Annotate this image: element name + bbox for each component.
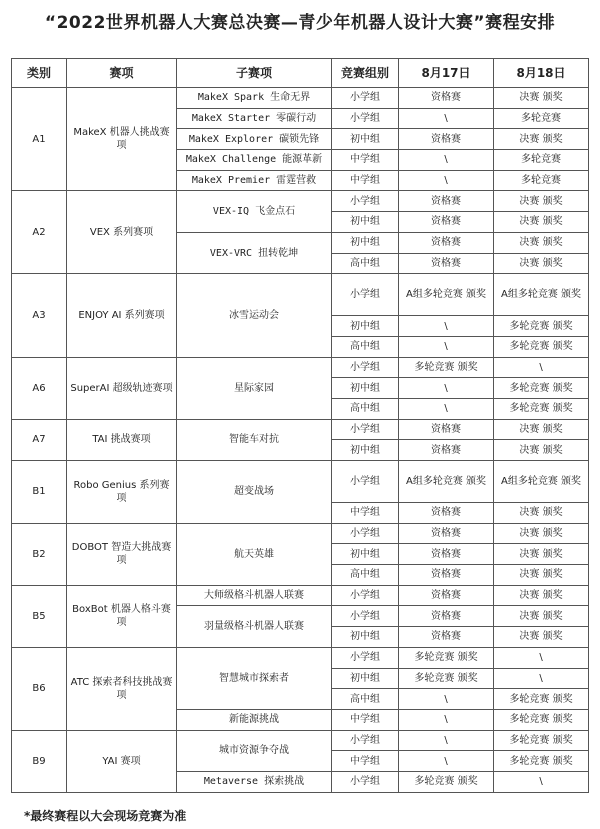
- day2-cell: A组多轮竞赛 颁奖: [494, 461, 589, 503]
- group-cell: 高中组: [332, 253, 399, 274]
- table-row: [12, 461, 589, 503]
- day2-cell: 决赛 颁奖: [494, 523, 589, 544]
- event-cell: ATC 探索者科技挑战赛项: [67, 647, 177, 730]
- group-cell: 小学组: [332, 606, 399, 627]
- day1-cell: 资格赛: [399, 523, 494, 544]
- group-cell: 小学组: [332, 274, 399, 316]
- day2-cell: 决赛 颁奖: [494, 606, 589, 627]
- header-day1: 8月17日: [399, 59, 494, 88]
- category-cell: A6: [12, 357, 67, 419]
- day1-cell: 资格赛: [399, 565, 494, 586]
- day2-cell: 多轮竞赛 颁奖: [494, 730, 589, 751]
- table-row: [12, 730, 589, 751]
- group-cell: 小学组: [332, 419, 399, 440]
- day2-cell: 多轮竞赛 颁奖: [494, 398, 589, 419]
- sub-event-cell: 航天英雄: [177, 523, 332, 585]
- day2-cell: 决赛 颁奖: [494, 191, 589, 212]
- group-cell: 中学组: [332, 709, 399, 730]
- schedule-table: [11, 58, 589, 793]
- group-cell: 初中组: [332, 129, 399, 150]
- day2-cell: 决赛 颁奖: [494, 585, 589, 606]
- group-cell: 中学组: [332, 170, 399, 191]
- day1-cell: 资格赛: [399, 419, 494, 440]
- day1-cell: \: [399, 398, 494, 419]
- day1-cell: 资格赛: [399, 232, 494, 253]
- day2-cell: 多轮竞赛: [494, 170, 589, 191]
- group-cell: 初中组: [332, 668, 399, 689]
- sub-event-cell: MakeX Explorer 碳锁先锋: [177, 129, 332, 150]
- day1-cell: 资格赛: [399, 88, 494, 109]
- day2-cell: \: [494, 357, 589, 378]
- day1-cell: \: [399, 378, 494, 399]
- sub-event-cell: VEX-IQ 飞金点石: [177, 191, 332, 232]
- day2-cell: 多轮竞赛 颁奖: [494, 378, 589, 399]
- group-cell: 初中组: [332, 627, 399, 648]
- day1-cell: A组多轮竞赛 颁奖: [399, 274, 494, 316]
- day1-cell: \: [399, 108, 494, 129]
- day2-cell: 多轮竞赛 颁奖: [494, 751, 589, 772]
- sub-event-cell: 星际家园: [177, 357, 332, 419]
- event-cell: DOBOT 智造大挑战赛项: [67, 523, 177, 585]
- page-title: “2022世界机器人大赛总决赛—青少年机器人设计大赛”赛程安排: [44, 13, 556, 33]
- day2-cell: 决赛 颁奖: [494, 565, 589, 586]
- header-event: 赛项: [67, 59, 177, 88]
- day1-cell: 资格赛: [399, 585, 494, 606]
- day1-cell: \: [399, 336, 494, 357]
- day1-cell: A组多轮竞赛 颁奖: [399, 461, 494, 503]
- event-cell: Robo Genius 系列赛项: [67, 461, 177, 524]
- day1-cell: \: [399, 709, 494, 730]
- day1-cell: 多轮竞赛 颁奖: [399, 668, 494, 689]
- day1-cell: 资格赛: [399, 606, 494, 627]
- group-cell: 初中组: [332, 232, 399, 253]
- day2-cell: 多轮竞赛 颁奖: [494, 689, 589, 710]
- category-cell: B5: [12, 585, 67, 647]
- day1-cell: 资格赛: [399, 627, 494, 648]
- sub-event-cell: 城市资源争夺战: [177, 730, 332, 771]
- day1-cell: 资格赛: [399, 440, 494, 461]
- group-cell: 中学组: [332, 150, 399, 171]
- day2-cell: 决赛 颁奖: [494, 212, 589, 233]
- day1-cell: 资格赛: [399, 191, 494, 212]
- group-cell: 小学组: [332, 191, 399, 212]
- table-row: [12, 357, 589, 378]
- event-cell: BoxBot 机器人格斗赛项: [67, 585, 177, 647]
- day1-cell: \: [399, 689, 494, 710]
- category-cell: A3: [12, 274, 67, 357]
- day1-cell: \: [399, 170, 494, 191]
- sub-event-cell: 大师级格斗机器人联赛: [177, 585, 332, 606]
- event-cell: SuperAI 超级轨迹赛项: [67, 357, 177, 419]
- category-cell: A7: [12, 419, 67, 460]
- table-row: [12, 419, 589, 440]
- day1-cell: 资格赛: [399, 253, 494, 274]
- event-cell: VEX 系列赛项: [67, 191, 177, 274]
- category-cell: A2: [12, 191, 67, 274]
- group-cell: 中学组: [332, 503, 399, 524]
- group-cell: 初中组: [332, 544, 399, 565]
- sub-event-cell: 羽量级格斗机器人联赛: [177, 606, 332, 647]
- header-day2: 8月18日: [494, 59, 589, 88]
- day1-cell: 多轮竞赛 颁奖: [399, 357, 494, 378]
- group-cell: 高中组: [332, 689, 399, 710]
- group-cell: 初中组: [332, 440, 399, 461]
- group-cell: 小学组: [332, 647, 399, 668]
- day2-cell: 决赛 颁奖: [494, 627, 589, 648]
- header-group: 竞赛组别: [332, 59, 399, 88]
- table-row: [12, 88, 589, 109]
- sub-event-cell: 新能源挑战: [177, 709, 332, 730]
- sub-event-cell: 智能车对抗: [177, 419, 332, 460]
- group-cell: 小学组: [332, 108, 399, 129]
- day2-cell: 多轮竞赛 颁奖: [494, 316, 589, 337]
- day2-cell: 决赛 颁奖: [494, 440, 589, 461]
- group-cell: 初中组: [332, 212, 399, 233]
- group-cell: 小学组: [332, 523, 399, 544]
- day1-cell: \: [399, 150, 494, 171]
- day1-cell: 多轮竞赛 颁奖: [399, 771, 494, 792]
- day1-cell: 资格赛: [399, 544, 494, 565]
- day2-cell: 决赛 颁奖: [494, 129, 589, 150]
- group-cell: 高中组: [332, 398, 399, 419]
- table-row: [12, 274, 589, 316]
- day2-cell: \: [494, 647, 589, 668]
- category-cell: B1: [12, 461, 67, 524]
- group-cell: 小学组: [332, 585, 399, 606]
- group-cell: 高中组: [332, 565, 399, 586]
- table-row: [12, 585, 589, 606]
- day2-cell: 决赛 颁奖: [494, 253, 589, 274]
- sub-event-cell: 超变战场: [177, 461, 332, 524]
- day2-cell: 多轮竞赛: [494, 108, 589, 129]
- sub-event-cell: 智慧城市探索者: [177, 647, 332, 709]
- event-cell: MakeX 机器人挑战赛项: [67, 88, 177, 191]
- group-cell: 小学组: [332, 730, 399, 751]
- sub-event-cell: MakeX Premier 雷霆营救: [177, 170, 332, 191]
- day2-cell: 多轮竞赛: [494, 150, 589, 171]
- day2-cell: 决赛 颁奖: [494, 544, 589, 565]
- day1-cell: 多轮竞赛 颁奖: [399, 647, 494, 668]
- day1-cell: \: [399, 316, 494, 337]
- category-cell: B9: [12, 730, 67, 792]
- event-cell: TAI 挑战赛项: [67, 419, 177, 460]
- sub-event-cell: MakeX Starter 零碳行动: [177, 108, 332, 129]
- group-cell: 小学组: [332, 461, 399, 503]
- table-row: [12, 647, 589, 668]
- day1-cell: \: [399, 730, 494, 751]
- day2-cell: \: [494, 668, 589, 689]
- day2-cell: 决赛 颁奖: [494, 88, 589, 109]
- day1-cell: 资格赛: [399, 212, 494, 233]
- footnote: *最终赛程以大会现场竞赛为准: [24, 809, 187, 823]
- group-cell: 初中组: [332, 378, 399, 399]
- day2-cell: 决赛 颁奖: [494, 503, 589, 524]
- day2-cell: 决赛 颁奖: [494, 232, 589, 253]
- day1-cell: \: [399, 751, 494, 772]
- category-cell: A1: [12, 88, 67, 191]
- sub-event-cell: Metaverse 探索挑战: [177, 771, 332, 792]
- group-cell: 中学组: [332, 751, 399, 772]
- category-cell: B2: [12, 523, 67, 585]
- group-cell: 小学组: [332, 88, 399, 109]
- day1-cell: 资格赛: [399, 503, 494, 524]
- sub-event-cell: VEX-VRC 扭转乾坤: [177, 232, 332, 273]
- category-cell: B6: [12, 647, 67, 730]
- group-cell: 高中组: [332, 336, 399, 357]
- header-category: 类别: [12, 59, 67, 88]
- table-row: [12, 523, 589, 544]
- day2-cell: 多轮竞赛 颁奖: [494, 709, 589, 730]
- sub-event-cell: 冰雪运动会: [177, 274, 332, 357]
- day2-cell: 决赛 颁奖: [494, 419, 589, 440]
- event-cell: ENJOY AI 系列赛项: [67, 274, 177, 357]
- sub-event-cell: MakeX Spark 生命无界: [177, 88, 332, 109]
- day2-cell: \: [494, 771, 589, 792]
- day1-cell: 资格赛: [399, 129, 494, 150]
- header-sub-event: 子赛项: [177, 59, 332, 88]
- sub-event-cell: MakeX Challenge 能源革新: [177, 150, 332, 171]
- event-cell: YAI 赛项: [67, 730, 177, 792]
- table-row: [12, 191, 589, 212]
- header-row: [12, 59, 589, 88]
- group-cell: 初中组: [332, 316, 399, 337]
- day2-cell: A组多轮竞赛 颁奖: [494, 274, 589, 316]
- group-cell: 小学组: [332, 771, 399, 792]
- day2-cell: 多轮竞赛 颁奖: [494, 336, 589, 357]
- group-cell: 小学组: [332, 357, 399, 378]
